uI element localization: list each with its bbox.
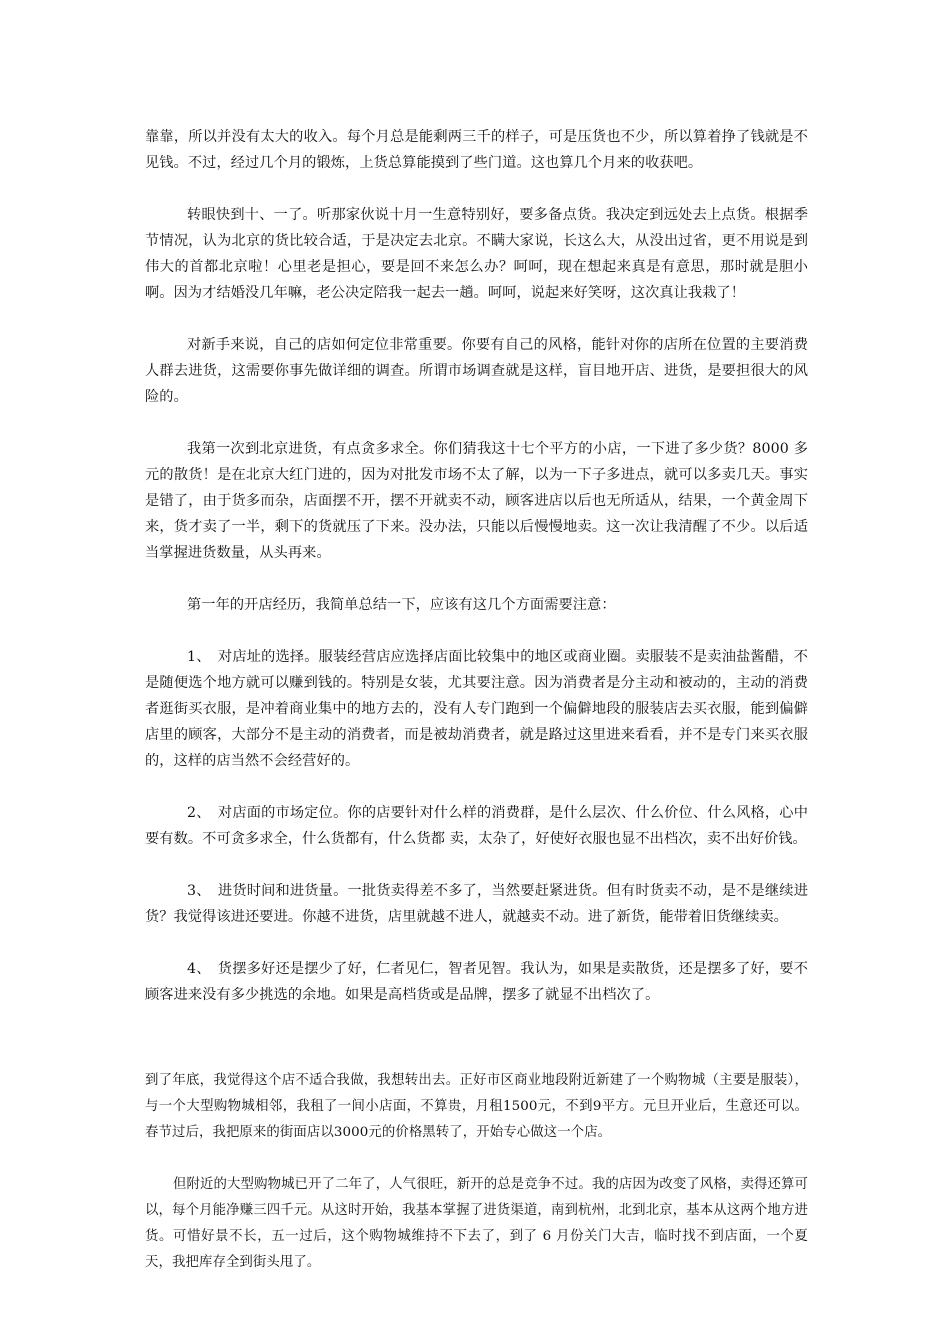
paragraph-2: 转眼快到十、一了。听那家伙说十月一生意特别好，要多备点货。我决定到远处去上点货。根据季节情况，认为北京的货比较合适，于是决定去北京。不瞒大家说，长这么大，从没出过省，更不用说是到伟大的首都北京啦！心里老是担心，要是回不来怎么办？呵呵，现在想起来真是有意思，那时就是胆小啊。因为才结婚没几年嘛，老公决定陪我一起去一趟。呵呵，说起来好笑呀，这次真让我栽了！ bbox=[145, 207, 808, 301]
paragraph-6: 到了年底，我觉得这个店不适合我做，我想转出去。正好市区商业地段附近新建了一个购物城（主要是服装），与一个大型购物城相邻，我租了一间小店面，不算贵，月租1500元，不到9平方。元旦开业后，生意还可以。春节过后，我把原来的街面店以3000元的价格黑转了，开始专心做这一个店。 bbox=[145, 1073, 808, 1140]
paragraph-5: 第一年的开店经历，我简单总结一下，应该有这几个方面需要注意： bbox=[187, 597, 616, 613]
paragraph-3: 对新手来说，自己的店如何定位非常重要。你要有自己的风格，能针对你的店所在位置的主要消费人群去进货，这需要你事先做详细的调查。所谓市场调查就是这样，盲目地开店、进货，是要担很大的风险的。 bbox=[145, 337, 808, 405]
tail-section bbox=[145, 1068, 808, 1276]
paragraph-7: 但附近的大型购物城已开了二年了，人气很旺，新开的总是竞争不过。我的店因为改变了风格，卖得还算可以，每个月能净赚三四千元。从这时开始，我基本掌握了进货渠道，南到杭州，北到北京，基本从这两个地方进货。可惜好景不长，五一过后，这个购物城维持不下去了，到了 6 月份关门大吉，临时找不到店面，一个夏天，我把库存全到街头甩了。 bbox=[145, 1177, 808, 1270]
list-item-2: 2、 对店面的市场定位。你的店要针对什么样的消费群，是什么层次、什么价位、什么风格，心中要有数。不可贪多求全，什么货都有，什么货都 卖，太杂了，好使好衣服也显不出档次，卖不出好价钱。 bbox=[145, 805, 808, 847]
document-page bbox=[145, 124, 808, 1276]
paragraph-4: 我第一次到北京进货，有点贪多求全。你们猜我这十七个平方的小店，一下进了多少货？8000 多元的散货！是在北京大红门进的，因为对批发市场不太了解，以为一下子多进点，就可以多卖几天。事实是错了，由于货多而杂，店面摆不开，摆不开就卖不动，顾客进店以后也无所适从，结果，一个黄金周下来，货才卖了一半，剩下的货就压了下来。没办法，只能以后慢慢地卖。这一次让我清醒了不少。以后适当掌握进货数量，从头再来。 bbox=[145, 441, 808, 561]
list-item-4: 4、 货摆多好还是摆少了好，仁者见仁，智者见智。我认为，如果是卖散货，还是摆多了好，要不顾客进来没有多少挑选的余地。如果是高档货或是品牌，摆多了就显不出档次了。 bbox=[145, 961, 808, 1003]
paragraph-1: 靠靠，所以并没有太大的收入。每个月总是能剩两三千的样子，可是压货也不少，所以算着挣了钱就是不见钱。不过，经过几个月的锻炼，上货总算能摸到了些门道。这也算几个月来的收获吧。 bbox=[145, 129, 808, 171]
list-item-3: 3、 进货时间和进货量。一批货卖得差不多了，当然要赶紧进货。但有时货卖不动，是不是继续进货？我觉得该进还要进。你越不进货，店里就越不进人，就越卖不动。进了新货，能带着旧货继续卖。 bbox=[145, 883, 808, 925]
list-item-1: 1、 对店址的选择。服装经营店应选择店面比较集中的地区或商业圈。卖服装不是卖油盐酱醋，不是随便选个地方就可以赚到钱的。特别是女装，尤其要注意。因为消费者是分主动和被动的，主动的消费者逛街买衣服，是冲着商业集中的地方去的，没有人专门跑到一个偏僻地段的服装店去买衣服，能到偏僻店里的顾客，大部分不是主动的消费者，而是被劫消费者，就是路过这里进来看看，并不是专门来买衣服的，这样的店当然不会经营好的。 bbox=[145, 649, 808, 769]
